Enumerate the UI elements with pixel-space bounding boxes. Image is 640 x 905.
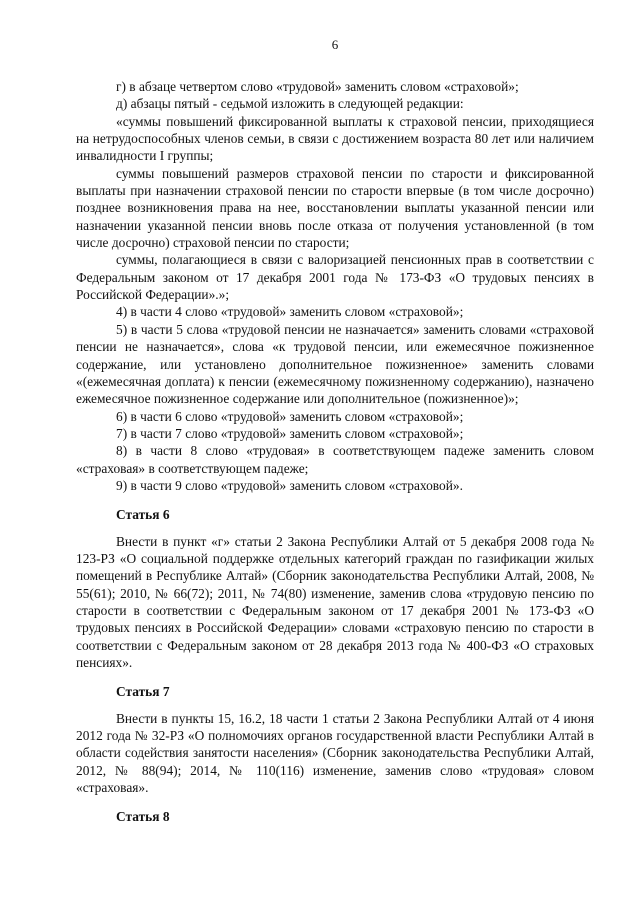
paragraph-quoted-valorization: суммы, полагающиеся в связи с валоризацией пенсионных прав в соответствии с Федеральным законом от 17 декабря 2001 года № 173-ФЗ «О трудовых пенсиях в Российской Федерации».»; xyxy=(76,252,594,303)
article-6-text: Внести в пункт «г» статьи 2 Закона Республики Алтай от 5 декабря 2008 года № 123-РЗ «О социальной поддержке отдельных категорий граждан по газификации жилых помещений в Республике Алтай» (Сборник законодательства Республики Алтай, 2008, № 55(61); 2010, № 66(72); 2011, № 74(80) изменение, заменив слова «трудовую пенсию по старости в соответствии с Федеральным законом от 17 декабря 2001 № 173-ФЗ «О трудовых пенсиях в Российской Федерации» словами «страховую пенсию по старости в соответствии с Федеральным законом от 28 декабря 2013 года № 400-ФЗ «О страховых пенсиях». xyxy=(76,533,594,670)
document-body xyxy=(76,78,594,826)
paragraph-item-8: 8) в части 8 слово «трудовая» в соответствующем падеже заменить словом «страховая» в соответствующем падеже; xyxy=(76,443,594,476)
article-7-heading: Статья 7 xyxy=(116,684,170,700)
paragraph-item-9: 9) в части 9 слово «трудовой» заменить словом «страховой». xyxy=(116,477,463,493)
article-6-heading: Статья 6 xyxy=(116,507,170,523)
page-number: 6 xyxy=(331,37,339,52)
paragraph-item-5: 5) в части 5 слова «трудовой пенсии не назначается» заменить словами «страховой пенсии не назначается», слова «к трудовой пенсии, или ежемесячное пожизненное содержание, или установлено дополнительное пожизненное» заменить словами «(ежемесячная доплата) к пенсии (ежемесячному пожизненному содержанию), назначено ежемесячное пожизненное содержание или дополнительное (пожизненное)»; xyxy=(76,321,594,407)
paragraph-amendment-g: г) в абзаце четвертом слово «трудовой» заменить словом «страховой»; xyxy=(116,79,519,94)
paragraph-item-4: 4) в части 4 слово «трудовой» заменить словом «страховой»; xyxy=(116,304,464,320)
paragraph-quoted-pension-size: суммы повышений размеров страховой пенсии по старости и фиксированной выплаты при назначении страховой пенсии по старости впервые (в том числе досрочно) позднее возникновения права на нее, восстановлении выплаты указанной пенсии или назначении указанной пенсии вновь после отказа от получения установленной (в том числе досрочно) страховой пенсии по старости; xyxy=(76,165,594,251)
paragraph-quoted-increases: «суммы повышений фиксированной выплаты к страховой пенсии, приходящиеся на нетрудоспособных членов семьи, в связи с достижением возраста 80 лет или наличием инвалидности I группы; xyxy=(76,113,594,164)
paragraph-item-6: 6) в части 6 слово «трудовой» заменить словом «страховой»; xyxy=(116,408,464,424)
paragraph-item-7: 7) в части 7 слово «трудовой» заменить словом «страховой»; xyxy=(116,425,464,441)
article-8-heading: Статья 8 xyxy=(116,809,170,825)
article-7-text: Внести в пункты 15, 16.2, 18 части 1 статьи 2 Закона Республики Алтай от 4 июня 2012 года № 32-РЗ «О полномочиях органов государственной власти Республики Алтай в области содействия занятости населения» (Сборник законодательства Республики Алтай, 2012, № 88(94); 2014, № 110(116) изменение, заменив слово «трудовая» словом «страховая». xyxy=(76,710,594,796)
paragraph-amendment-d: д) абзацы пятый - седьмой изложить в следующей редакции: xyxy=(116,96,464,112)
